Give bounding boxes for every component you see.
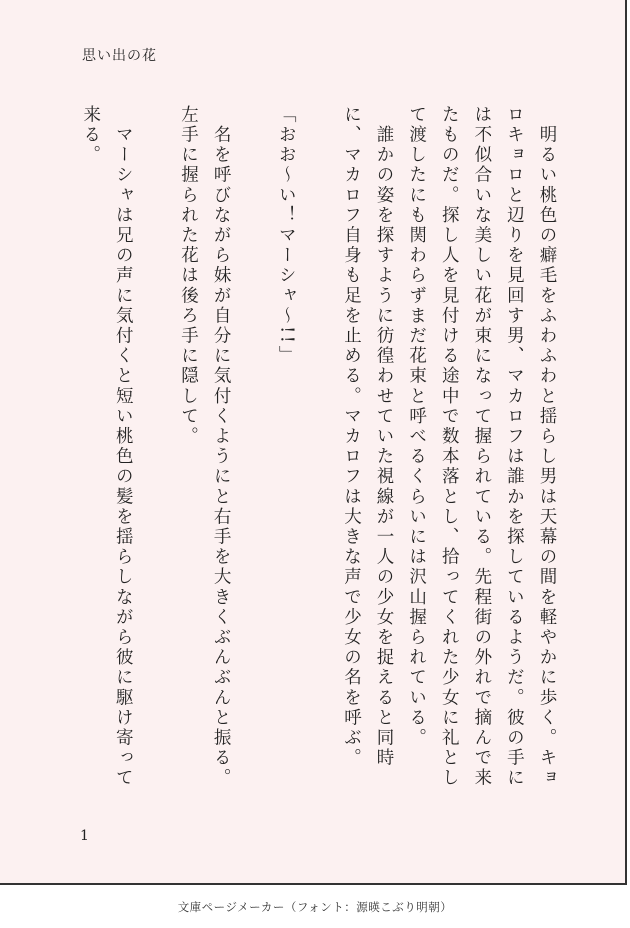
page-number: 1 — [80, 828, 89, 844]
page-title: 思い出の花 — [82, 48, 157, 64]
blank-line — [237, 105, 270, 805]
vertical-body-text — [74, 105, 563, 805]
footer-credit: 文庫ページメーカー（フォント：源暎こぶり明朝） — [177, 900, 453, 914]
blank-line — [302, 105, 335, 805]
dialogue-line: 「おお〜い！マーシャ〜!!」 — [276, 105, 297, 366]
paragraph-3: 名を呼びながら妹が自分に気付くようにと右手を大きくぶんぶんと振る。左手に握られた花は後ろ手に隠して。 — [178, 105, 232, 789]
paragraph-1: 明るい桃色の癖毛をふわふわと揺らし男は天幕の間を軽やかに歩く。キョロキョロと辺りを見回す男、マカロフは誰かを探しているようだ。彼の手には不似合いな美しい花が束になって握られている。先程街の外れで摘んで来たものだ。探し人を見付ける途中で数本落とし、拾ってくれた少女に礼として渡したにも関わらずまだ花束と呼べるくらいには沢山握られている。 — [406, 105, 557, 789]
paragraph-4: マーシャは兄の声に気付くと短い桃色の髪を揺らしながら彼に駆け寄って来る。 — [80, 105, 134, 789]
paragraph-2: 誰かの姿を探すように彷徨わせていた視線が一人の少女を捉えると同時に、マカロフ自身も足を止める。マカロフは大きな声で少女の名を呼ぶ。 — [341, 105, 395, 769]
blank-line — [139, 105, 172, 805]
